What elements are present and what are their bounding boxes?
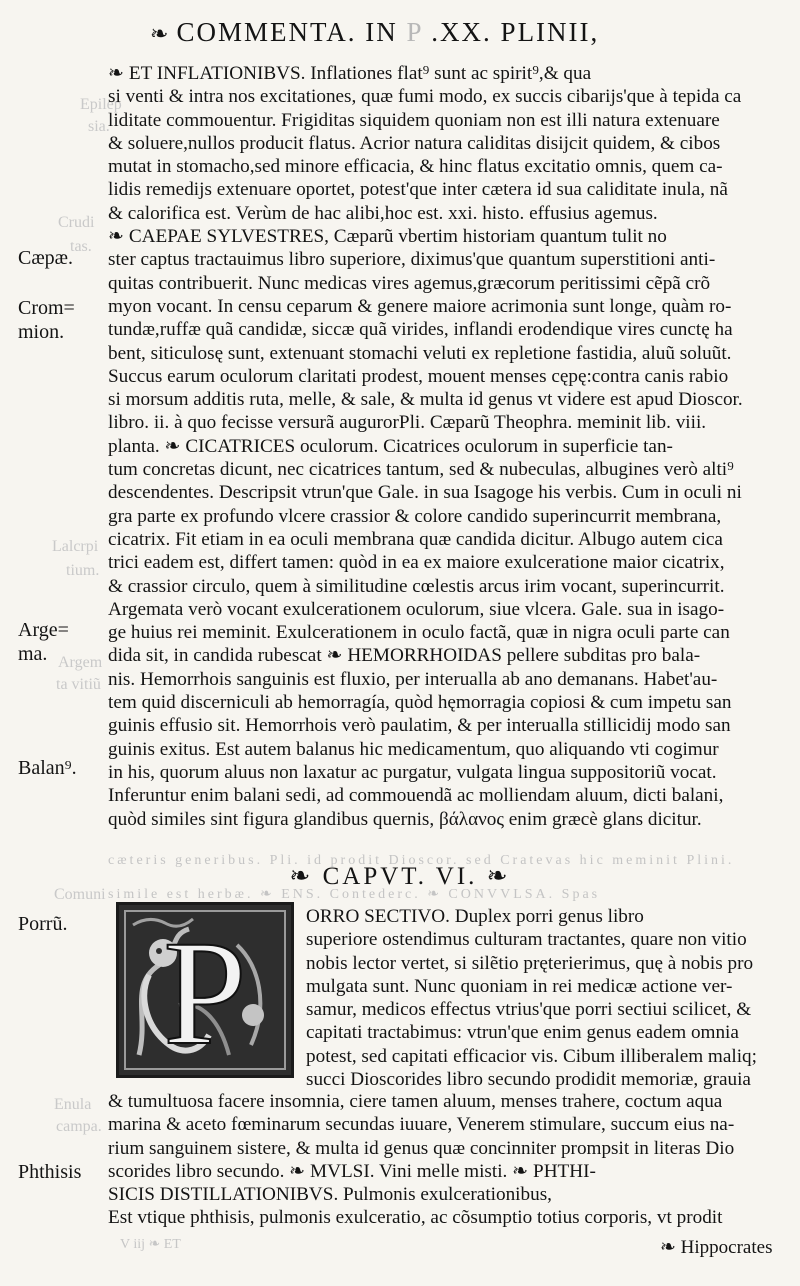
text-line: ❧ ET INFLATIONIBVS. Inflationes flat⁹ sunt ac spirit⁹,& qua: [108, 63, 592, 84]
text-line: & tumultuosa facere insomnia, ciere tamen aluum, menses trahere, coctum aqua: [108, 1091, 723, 1112]
text-line: myon vocant. In censu ceparum & genere maiore acrimonia sunt longe, quàm ro-: [108, 295, 732, 317]
bleed-footer: V iij ❧ ET: [120, 1237, 181, 1252]
bleed-note: tas.: [70, 238, 92, 255]
text-line: cicatrix. Fit etiam in ea oculi membrana quæ candida dicitur. Albugo autem cica: [108, 528, 723, 550]
text-line: nobis lector vertet, si silẽtio pręterierimus, quę à nobis pro: [306, 952, 754, 974]
header-author: PLINII,: [500, 17, 600, 47]
text-line: tem quid discerniculi ab hemorragía, quòd hęmorragia copiosi & cum impetu san: [108, 692, 732, 714]
text-line: libro. ii. à quo fecisse versurã augurorPli. Cæparũ Theophra. meminit lib. viii.: [108, 412, 707, 434]
bleed-note: tium.: [66, 562, 100, 579]
margin-note-crommyon: Crom=: [18, 297, 75, 319]
margin-note-crommyon-2: mion.: [18, 321, 65, 343]
chapter-text-block: [306, 905, 770, 1091]
text-line: mutat in stomacho,sed minore efficacia, & hinc flatus excitatio omnis, quem ca-: [108, 156, 723, 178]
margin-note-argema: Arge=: [18, 619, 69, 641]
bleed-note: Crudi: [58, 214, 95, 231]
main-text-block: [108, 62, 770, 831]
text-line: Succus earum oculorum claritati prodest, mouent menses cępę:contra canis rabio: [108, 365, 729, 387]
text-line: tum concretas dicunt, nec cicatrices tantum, sed & nubeculas, albugines verò alti⁹: [108, 459, 734, 481]
chapter-continuation: [108, 1090, 770, 1230]
bleed-note: campa.: [56, 1118, 102, 1135]
text-line: bent, siticulosę sunt, extenuant stomachi veluti ex repletione fastidia, aluũ soluũt.: [108, 342, 732, 364]
text-line: Argemata verò vocant exulcerationem oculorum, siue vlcera. Gale. sua in isago-: [108, 598, 725, 620]
text-line: liditate commouentur. Frigiditas siquidem quoniam non est illi natura extenuare: [108, 109, 720, 131]
bleed-note: Argem: [58, 654, 103, 671]
text-line: mulgata sunt. Nunc quoniam in rei medicæ actione ver-: [306, 975, 733, 997]
bleed-line: simile est herbæ. ❧ ENS. Contederc. ❧ CONVVLSA. Spas: [108, 887, 601, 902]
fleuron-ornament: ❧: [289, 863, 314, 890]
decorated-initial: [116, 902, 294, 1078]
text-line: ❧ CAEPAE SYLVESTRES, Cæparũ vbertim historiam quantum tulit no: [108, 226, 667, 248]
text-line: guinis effusio sit. Hemorrhois verò paulatim, & per interualla stillicidij modo san: [108, 715, 731, 737]
text-line: superiore ostendimus culturam tractantes, quare non vitio: [306, 929, 747, 951]
text-line: trici eadem est, differt tamen: quòd in ea ex maiore exulceratione maior cicatrix,: [108, 552, 725, 574]
margin-note-caepae: Cæpæ.: [18, 247, 74, 269]
text-line: lidis remedijs extenuare oportet, potest'que inter cætera id sua caliditate inula, nã: [108, 179, 728, 201]
text-line: samur, medicos effectus vtrius'que porri sectiui scilicet, &: [306, 999, 752, 1021]
text-line: ORRO SECTIVO. Duplex porri genus libro: [306, 906, 644, 927]
text-line: scorides libro secundo. ❧ MVLSI. Vini melle misti. ❧ PHTHI-: [108, 1160, 596, 1182]
text-line: dida sit, in candida rubescat ❧ HEMORRHOIDAS pellere subditas pro bala-: [108, 645, 701, 667]
text-line: gra parte ex profundo vlcere crassior & colore candido superincurrit membrana,: [108, 505, 722, 527]
text-line: ge huius rei meminit. Exulcerationem in oculo factã, quæ in nigra oculi parte can: [108, 622, 730, 644]
fleuron-ornament: ❧: [150, 21, 171, 46]
text-line: marina & aceto fœminarum secundas iuuare, Venerem stimulare, succum eius na-: [108, 1114, 735, 1136]
bleed-note: sia.: [88, 118, 110, 135]
text-line: quòd similes sint figura glandibus quernis, βάλανος enim græcè glans dicitur.: [108, 808, 702, 830]
bleed-note: Lalcrpi: [52, 538, 99, 555]
bleed-line: cæteris generibus. Pli. id prodit Dioscor. sed Cratevas hic meminit Plini.: [108, 853, 735, 868]
woodcut-ornament-icon: [119, 905, 291, 1075]
fleuron-ornament: ❧: [486, 863, 511, 890]
text-line: si morsum additis ruta, melle, & sale, & multa id genus vt videre est apud Dioscor.: [108, 389, 743, 411]
margin-note-balanus: Balan⁹.: [18, 757, 77, 779]
running-header: [150, 14, 770, 52]
header-book-number: .XX.: [431, 17, 492, 47]
text-line: quitas contribuerit. Nunc medicas vires agemus,græcorum peritissimi cẽpã crõ: [108, 272, 711, 294]
text-line: nis. Hemorrhois sanguinis est fluxio, per interualla ab ano demanans. Habet'au-: [108, 668, 718, 690]
bleed-note: ta vitiũ: [56, 676, 101, 693]
chapter-title: CAPVT. VI.: [322, 863, 478, 890]
text-line: SICIS DISTILLATIONIBVS. Pulmonis exulcerationibus,: [108, 1184, 552, 1206]
margin-note-argema-2: ma.: [18, 643, 48, 665]
text-line: & crassior circulo, quem à similitudine cœlestis arcus irim vocant, superincurrit.: [108, 575, 725, 597]
header-bleed-letter: P: [406, 17, 423, 47]
header-title: COMMENTA.: [176, 17, 357, 47]
text-line: guinis exitus. Est autem balanus hic medicamentum, quo aliquando vti cogimur: [108, 738, 719, 760]
text-line: tundæ,ruffæ quã candidæ, siccæ quã virides, inflandi erodendique vires cunctę ha: [108, 319, 733, 341]
catchword: ❧ Hippocrates: [660, 1237, 773, 1258]
text-line: in his, quorum aluus non laxatur ac purgatur, vulgata lingua suppositoriũ vocat.: [108, 761, 717, 783]
text-line: & soluere,nullos producit flatus. Acrior natura caliditas disijcit quidem, & cibos: [108, 132, 721, 154]
text-line: ster captus tractauimus libro superiore, diximus'que quantum superstitioni anti-: [108, 249, 716, 271]
text-line: capitati tractabimus: vtrun'que enim genus eadem omnia: [306, 1022, 739, 1044]
text-line: si venti & intra nos excitationes, quæ fumi modo, ex succis cibarijs'que à tepida ca: [108, 86, 742, 108]
text-line: succi Dioscorides libro secundo prodidit memoriæ, grauia: [306, 1069, 751, 1091]
text-line: Est vtique phthisis, pulmonis exulceratio, ac cõsumptio totius corporis, vt prodit: [108, 1207, 723, 1229]
text-line: Inferuntur enim balani sedi, ad commouendã ac molliendam aluum, dicti balani,: [108, 785, 724, 807]
margin-note-porrum: Porrũ.: [18, 913, 68, 935]
bleed-note: Enula: [54, 1096, 92, 1113]
text-line: descendentes. Descripsit vtrun'que Gale. in sua Isagoge his verbis. Cum in oculi ni: [108, 482, 742, 504]
text-line: planta. ❧ CICATRICES oculorum. Cicatrices oculorum in superficie tan-: [108, 435, 673, 457]
header-in: IN: [365, 17, 398, 47]
initial-letter: P: [163, 910, 247, 1075]
bleed-note: Comuni: [54, 886, 106, 903]
text-line: potest, sed capitati efficacior vis. Cibum illiberalem maliq;: [306, 1045, 757, 1067]
bleed-note: Epilep: [80, 96, 122, 113]
text-line: rium sanguinem sistere, & multa id genus quæ concinniter prompsit in literas Dio: [108, 1137, 735, 1159]
margin-note-phthisis: Phthisis: [18, 1161, 82, 1183]
text-line: & calorifica est. Verùm de hac alibi,hoc est. xxi. histo. effusius agemus.: [108, 202, 658, 224]
